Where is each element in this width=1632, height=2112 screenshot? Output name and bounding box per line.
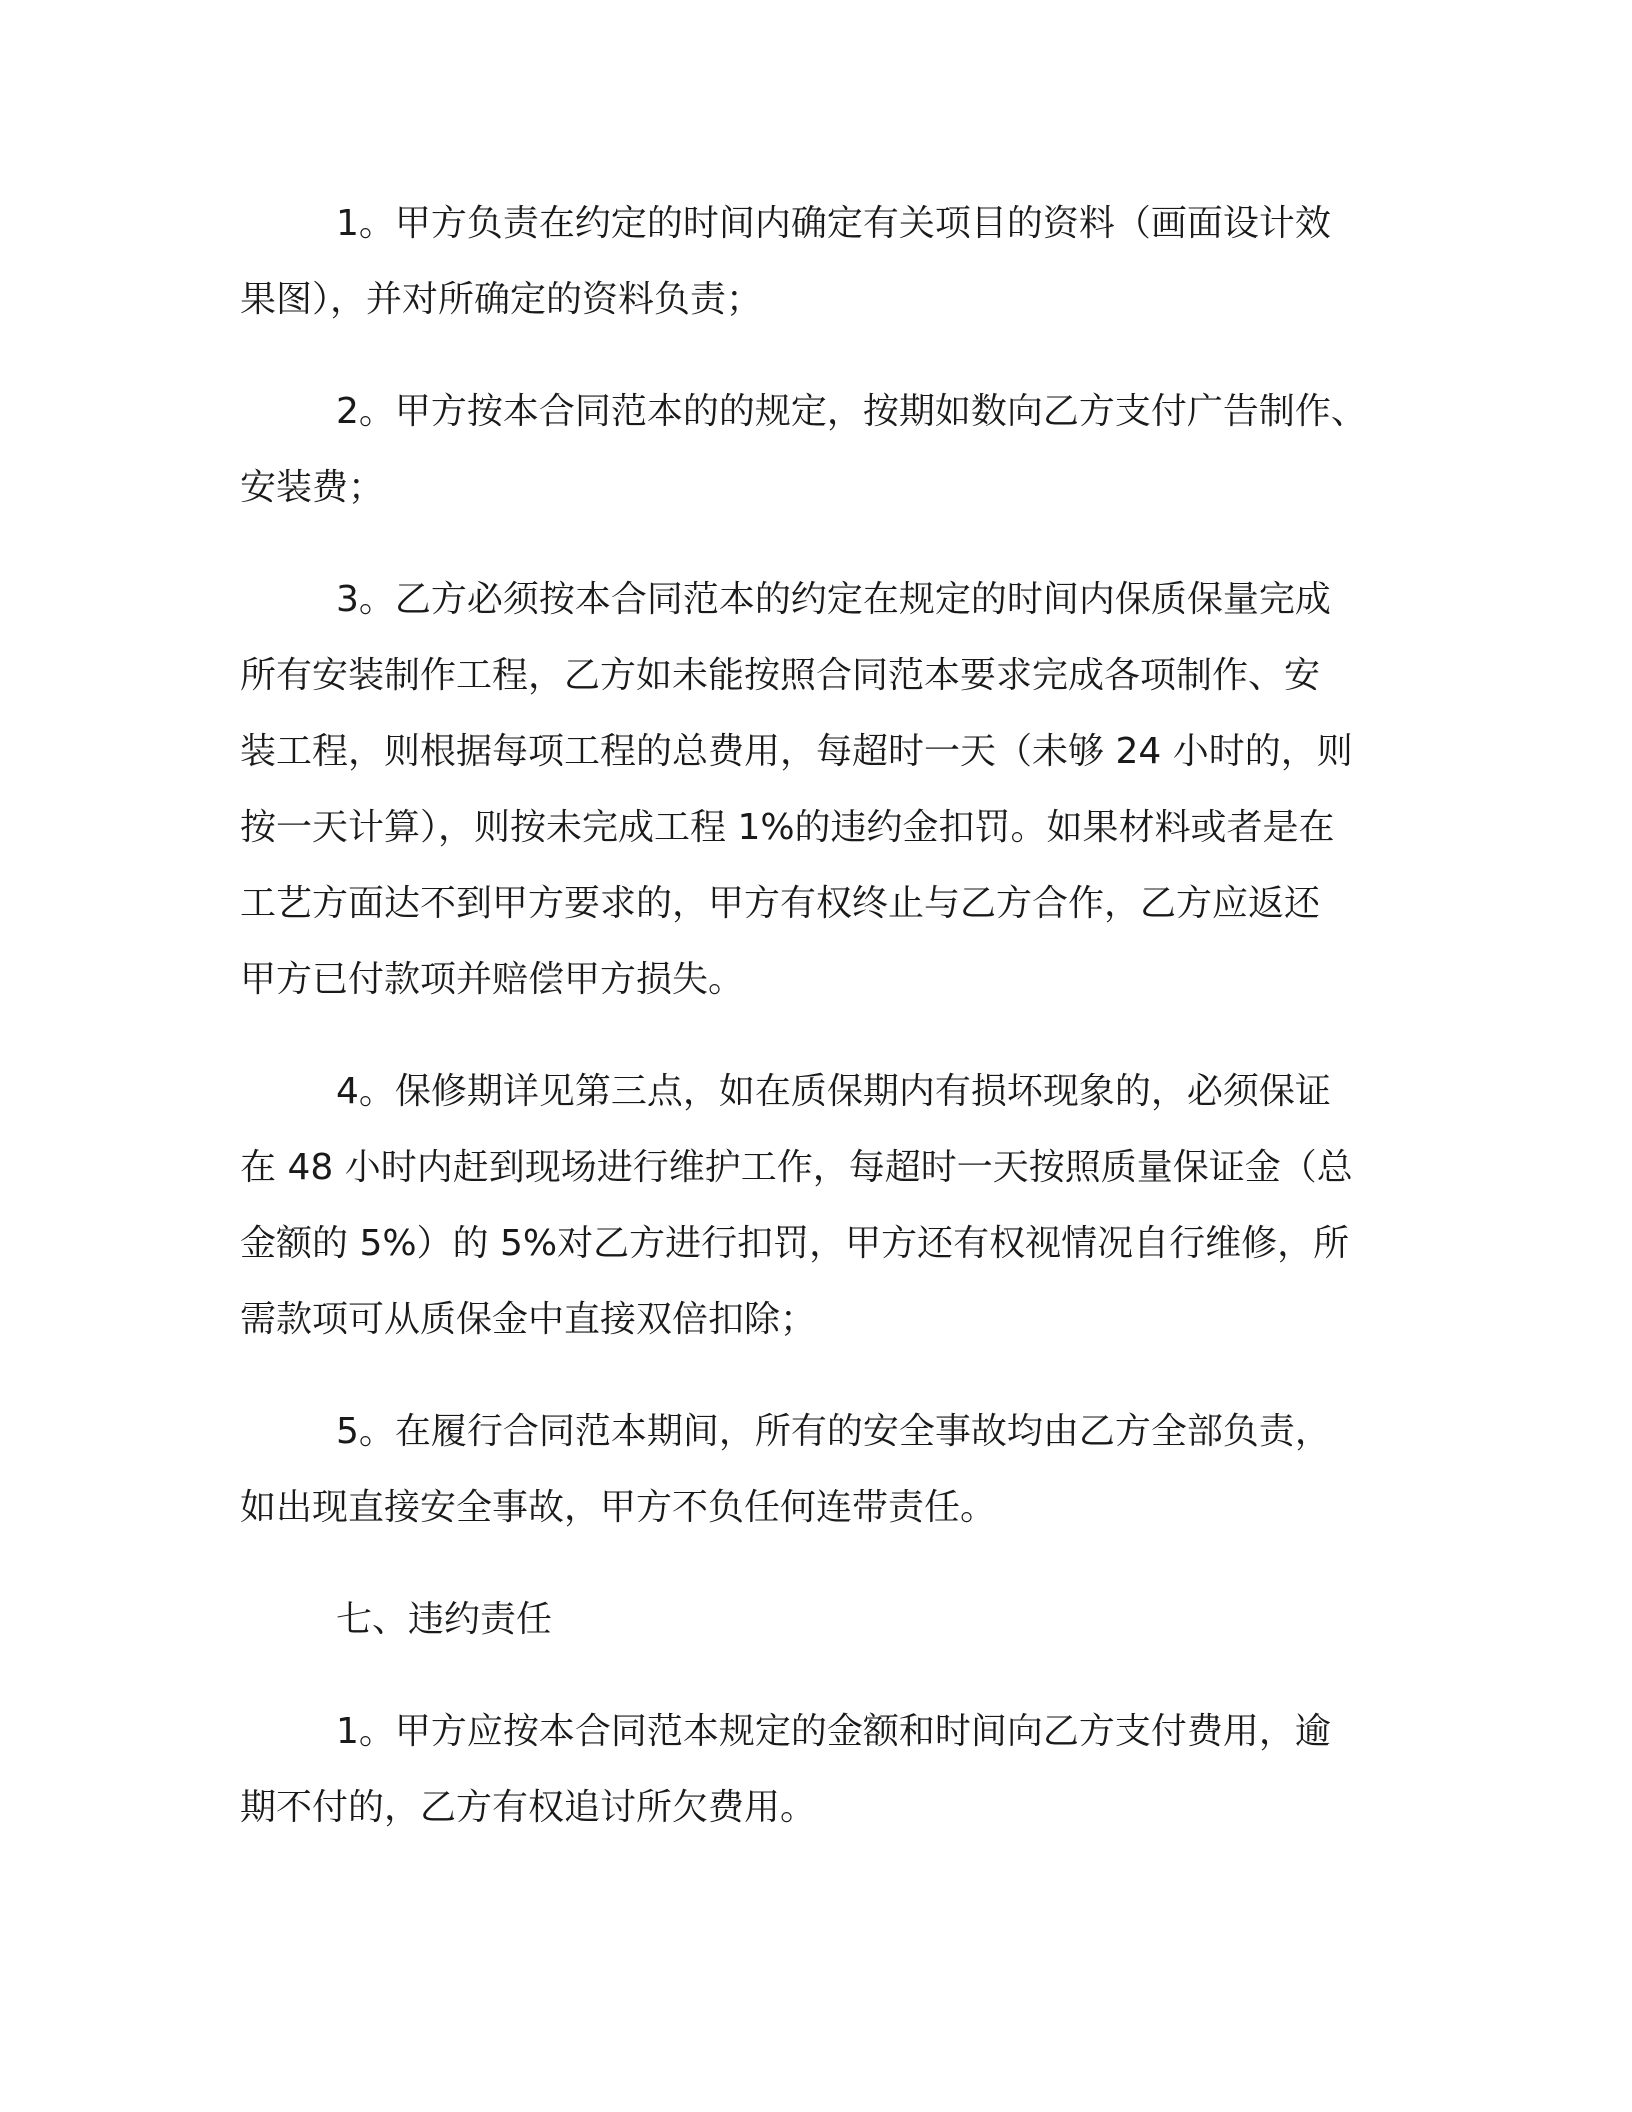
paragraph-line: 2。甲方按本合同范本的的规定，按期如数向乙方支付广告制作、: [336, 391, 1367, 432]
paragraph-line: 甲方已付款项并赔偿甲方损失。: [240, 959, 745, 1000]
paragraph-3: [240, 562, 1390, 1018]
paragraph-line: 4。保修期详见第三点，如在质保期内有损坏现象的，必须保证: [336, 1071, 1331, 1112]
paragraph-4: [240, 1054, 1390, 1358]
paragraph-line: 需款项可从质保金中直接双倍扣除；: [240, 1299, 817, 1340]
paragraph-1: [240, 186, 1390, 338]
paragraph-line: 3。乙方必须按本合同范本的约定在规定的时间内保质保量完成: [336, 579, 1331, 620]
paragraph-line: 1。甲方负责在约定的时间内确定有关项目的资料（画面设计效: [336, 203, 1331, 244]
paragraph-7: [240, 1694, 1390, 1846]
paragraph-line: 如出现直接安全事故，甲方不负任何连带责任。: [240, 1487, 997, 1528]
paragraph-2: [240, 374, 1390, 526]
paragraph-line: 工艺方面达不到甲方要求的，甲方有权终止与乙方合作，乙方应返还: [240, 883, 1321, 924]
paragraph-line: 在 48 小时内赶到现场进行维护工作，每超时一天按照质量保证金（总: [240, 1147, 1353, 1188]
paragraph-line: 5。在履行合同范本期间，所有的安全事故均由乙方全部负责，: [336, 1411, 1331, 1452]
paragraph-line: 期不付的，乙方有权追讨所欠费用。: [240, 1787, 817, 1828]
paragraph-5: [240, 1394, 1390, 1546]
paragraph-line: 装工程，则根据每项工程的总费用，每超时一天（未够 24 小时的，则: [240, 731, 1353, 772]
paragraph-line: 安装费；: [240, 467, 385, 508]
paragraph-line: 果图），并对所确定的资料负责；: [240, 279, 763, 320]
paragraph-line: 金额的 5%）的 5%对乙方进行扣罚，甲方还有权视情况自行维修，所: [240, 1223, 1350, 1264]
paragraph-line: 按一天计算），则按未完成工程 1%的违约金扣罚。如果材料或者是在: [240, 807, 1335, 848]
document-body: [240, 186, 1390, 1882]
section-heading-text: 七、违约责任: [336, 1599, 553, 1640]
paragraph-line: 所有安装制作工程，乙方如未能按照合同范本要求完成各项制作、安: [240, 655, 1321, 696]
paragraph-line: 1。甲方应按本合同范本规定的金额和时间向乙方支付费用，逾: [336, 1711, 1331, 1752]
section-heading: [240, 1582, 1390, 1658]
